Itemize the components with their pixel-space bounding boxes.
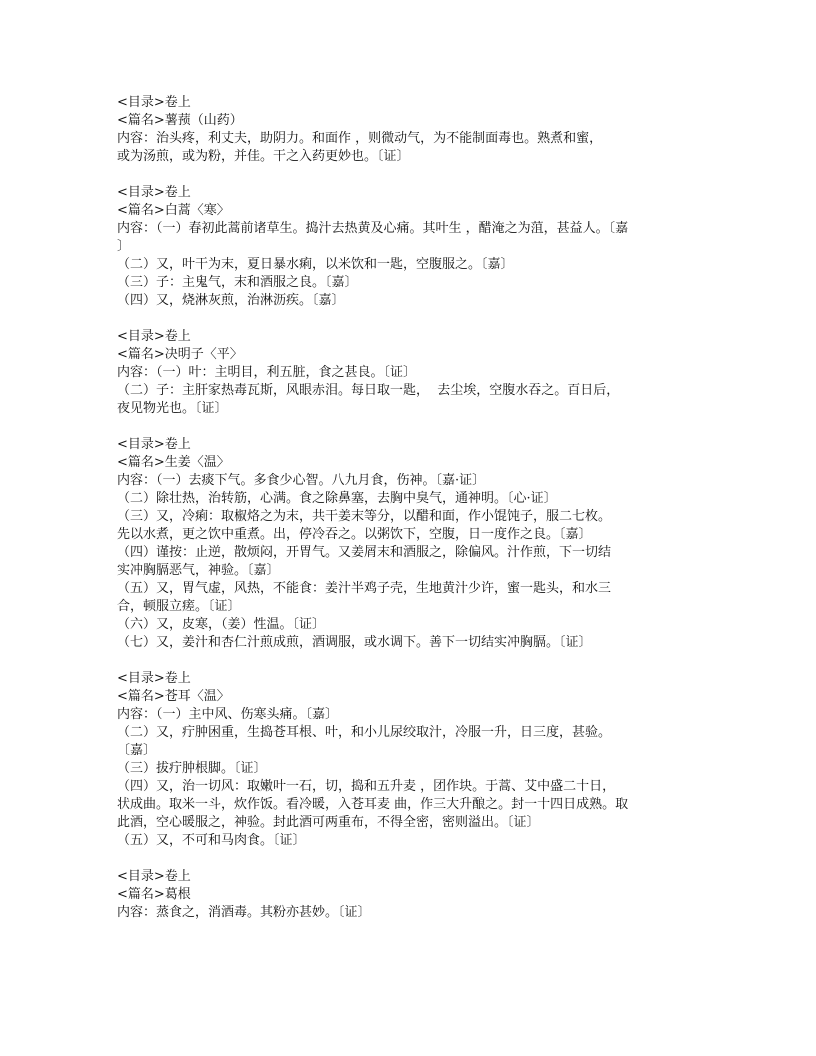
entry-shengjiang	[117, 436, 687, 652]
title-line: <篇名>决明子〈平〉	[117, 347, 243, 362]
content-line: 内容：（一）叶：主明目，利五脏，食之甚良。〔证〕	[117, 365, 417, 380]
content-line: 合，顿服立瘥。〔证〕	[117, 599, 241, 614]
content-line: （二）除壮热，治转筋，心满。食之除鼻塞，去胸中臭气，通神明。〔心·证〕	[117, 491, 557, 506]
title-line: <篇名>薯蓣（山药）	[117, 113, 243, 128]
content-line: （四）谨按：止逆，散烦闷，开胃气。又姜屑末和酒服之，除偏风。汁作煎，下一切结	[117, 545, 612, 560]
document-page	[117, 94, 687, 940]
catalog-line: <目录>卷上	[117, 869, 191, 884]
content-line: （二）又，疔肿困重，生捣苍耳根、叶，和小儿尿绞取汁，冷服一升，日三度，甚验。	[117, 725, 612, 740]
content-line: （五）又，胃气虚，风热，不能食：姜汁半鸡子壳，生地黄汁少许，蜜一匙头，和水三	[117, 581, 612, 596]
content-line: 内容：（一）主中风、伤寒头痛。〔嘉〕	[117, 707, 339, 722]
content-line: （二）又，叶干为末，夏日暴水痢，以米饮和一匙，空腹服之。〔嘉〕	[117, 257, 514, 272]
catalog-line: <目录>卷上	[117, 671, 191, 686]
content-line: 内容：（一）去痰下气。多食少心智。八九月食，伤神。〔嘉·证〕	[117, 473, 486, 488]
content-line: 内容：（一）春初此蒿前诸草生。捣汁去热黄及心痛。其叶生 ，醋淹之为菹，甚益人。〔嘉	[117, 221, 629, 236]
content-line: 或为汤煎，或为粉，并佳。干之入药更妙也。〔证〕	[117, 149, 410, 164]
content-line: 〔嘉〕	[117, 743, 157, 758]
title-line: <篇名>葛根	[117, 887, 191, 902]
content-line: 内容：蒸食之，消酒毒。其粉亦甚妙。〔证〕	[117, 905, 371, 920]
content-line: （六）又，皮寒，（姜）性温。〔证〕	[117, 617, 326, 632]
content-line: 内容：治头疼，利丈夫，助阴力。和面作 ，则微动气，为不能制面毒也。熟煮和蜜，	[117, 131, 603, 146]
content-line: （二）子：主肝家热毒瓦斯，风眼赤泪。每日取一匙， 去尘埃，空腹水吞之。百日后，	[117, 383, 620, 398]
content-line: （三）又，冷痢：取椒烙之为末，共干姜末等分，以醋和面，作小馄饨子，服二七枚。	[117, 509, 612, 524]
title-line: <篇名>生姜〈温〉	[117, 455, 230, 470]
content-line: 此酒，空心暖服之，神验。封此酒可两重布，不得全密，密则溢出。〔证〕	[117, 815, 540, 830]
content-line: （七）又，姜汁和杏仁汁煎成煎，酒调服，或水调下。善下一切结实冲胸膈。〔证〕	[117, 635, 592, 650]
catalog-line: <目录>卷上	[117, 437, 191, 452]
entry-juemingzi	[117, 328, 687, 418]
entry-cang-er	[117, 670, 687, 850]
content-line: （四）又，治一切风：取嫩叶一石，切，捣和五升麦 ，团作块。于蒿、艾中盛二十日，	[117, 779, 616, 794]
content-line: 〕	[117, 239, 131, 254]
entry-gegen	[117, 868, 687, 922]
catalog-line: <目录>卷上	[117, 329, 191, 344]
content-line: （四）又，烧淋灰煎，治淋沥疾。〔嘉〕	[117, 293, 345, 308]
entry-baihao	[117, 184, 687, 310]
catalog-line: <目录>卷上	[117, 95, 191, 110]
content-line: 状成曲。取米一斗，炊作饭。看冷暖，入苍耳麦 曲，作三大升酿之。封一十四日成熟。取	[117, 797, 629, 812]
title-line: <篇名>白蒿〈寒〉	[117, 203, 230, 218]
content-line: 先以水煮，更之饮中重煮。出，停冷吞之。以粥饮下，空腹，日一度作之良。〔嘉〕	[117, 527, 592, 542]
content-line: 夜见物光也。〔证〕	[117, 401, 228, 416]
title-line: <篇名>苍耳〈温〉	[117, 689, 230, 704]
content-line: （三）拔疔肿根脚。〔证〕	[117, 761, 267, 776]
content-line: 实冲胸膈恶气，神验。〔嘉〕	[117, 563, 280, 578]
catalog-line: <目录>卷上	[117, 185, 191, 200]
content-line: （三）子：主鬼气，末和酒服之良。〔嘉〕	[117, 275, 358, 290]
content-line: （五）又，不可和马肉食。〔证〕	[117, 833, 306, 848]
entry-shuyu	[117, 94, 687, 166]
